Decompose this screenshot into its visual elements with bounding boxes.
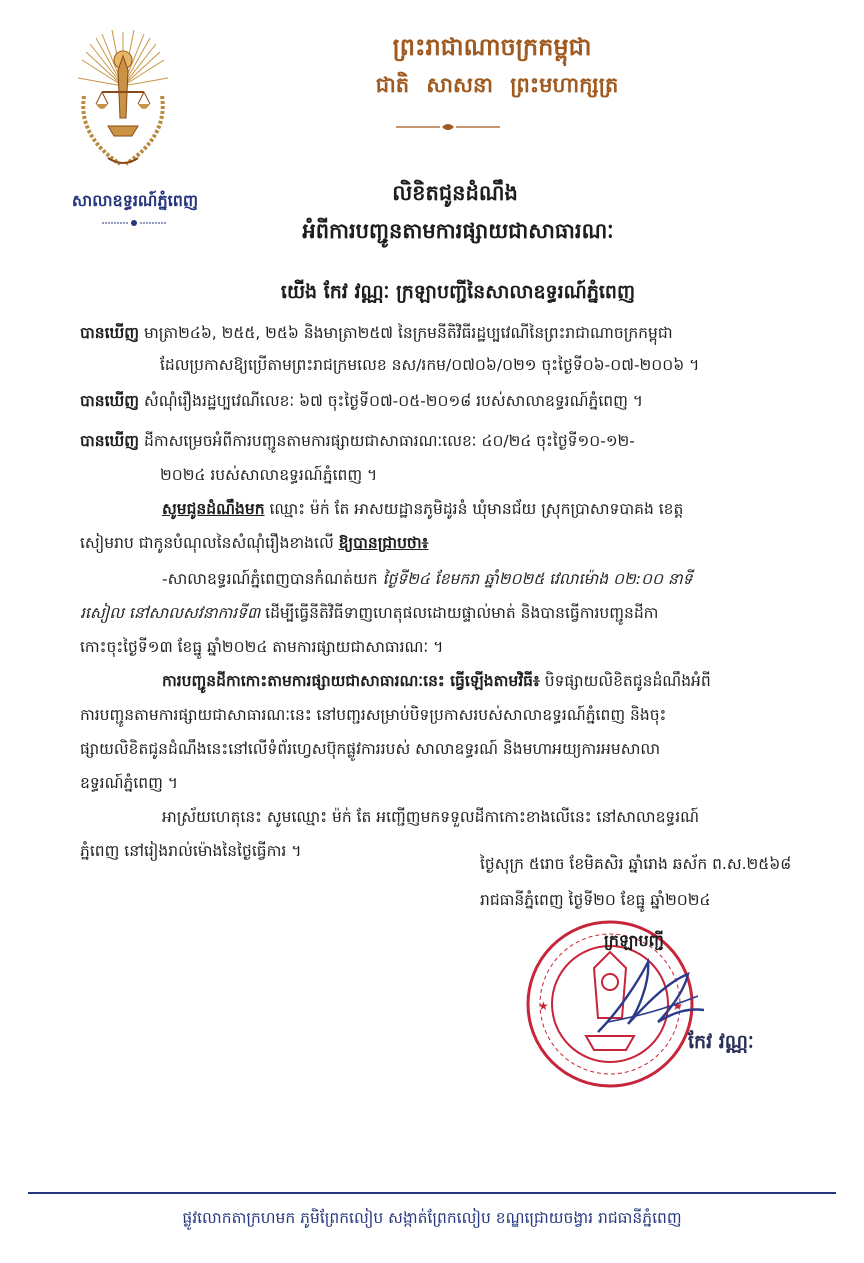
kingdom-heading: ព្រះរាជាណាចក្រកម្ពុជា — [392, 33, 592, 61]
method-heading: ការបញ្ជូនដីកាកោះតាមការផ្សាយជាសាធារណៈនេះ ធ្វើឡើងតាមវិធី៖ — [162, 672, 540, 690]
seen-paragraph-2 — [80, 388, 643, 415]
footer-address: ផ្លូវលោកតាក្រហមក ភូមិព្រែកលៀប សង្កាត់ព្រែកលៀប ខណ្ឌជ្រោយចង្វារ រាជធានីភ្នំពេញ — [182, 1209, 682, 1227]
hearing-room: រសៀល នៅសាលសវនាការទី៣ — [80, 604, 261, 622]
issue-date: រាជធានីភ្នំពេញ ថ្ងៃទី២០ ខែធ្នូ ឆ្នាំ២០២៤ — [480, 891, 711, 909]
notify-line-a: ឈ្មោះ ម៉ក់ តែ អាសយដ្ឋានភូមិដូរនំ ឃុំមានជ័យ ស្រុកប្រាសាទបាគង ខេត្ត — [269, 500, 684, 518]
notify-line-b-text: សៀមរាប ជាកូនបំណុលនៃសំណុំរឿងខាងលើ — [80, 534, 334, 552]
seen-label: បានឃើញ — [80, 392, 140, 410]
notify-paragraph — [162, 496, 683, 523]
clerk-name: កែវ វណ្ណៈ — [688, 1031, 754, 1053]
seen-1-line-a: មាត្រា២៤៦, ២៥៥, ២៥៦ និងមាត្រា២៥៧ នៃក្រមនីតិវិធីរដ្ឋប្បវេណីនៃព្រះរាជាណាចក្រកម្ពុជា — [143, 324, 673, 342]
notify-label: សូមជូនដំណឹងមក — [162, 500, 265, 518]
notify-line-b — [80, 530, 428, 557]
seen-3-line-b: ២០២៤ របស់សាលាឧទ្ធរណ៍ភ្នំពេញ ។ — [160, 466, 378, 484]
closing-line-b: ភ្នំពេញ នៅរៀងរាល់ម៉ោងនៃថ្ងៃធ្វើការ ។ — [80, 842, 302, 860]
hearing-datetime: ថ្ងៃទី២៤ ខែមករា ឆ្នាំ២០២៥ វេលាម៉ោង ០២:០០ នាទី — [382, 570, 693, 588]
seen-paragraph-1 — [80, 320, 673, 347]
hearing-purpose: ដើម្បីធ្វើនីតិវិធីទាញហេតុផលដោយផ្ទាល់មាត់ និងបានធ្វើការបញ្ជូនដីកា — [265, 604, 659, 622]
signature-icon — [588, 952, 708, 1042]
court-name: សាលាឧទ្ធរណ៍ភ្នំពេញ — [71, 191, 199, 210]
method-line-b: ការបញ្ជូនតាមការផ្សាយជាសាធារណៈនេះ នៅបញ្ជរសម្រាប់បិទប្រកាសរបស់សាលាឧទ្ធរណ៍ភ្នំពេញ និងចុះ — [80, 706, 667, 724]
svg-text:★: ★ — [538, 999, 549, 1013]
ornament-divider-icon — [396, 122, 500, 132]
method-line-d: ឧទ្ធរណ៍ភ្នំពេញ ។ — [80, 774, 179, 792]
ornament-divider-icon — [102, 218, 166, 228]
seen-3-line-a: ដីកាសម្រេចអំពីការបញ្ជូនតាមការផ្សាយជាសាធារណៈលេខៈ ៤០/២៤ ចុះថ្ងៃទី១០-១២- — [143, 432, 635, 450]
method-text-a: បិទផ្សាយលិខិតជូនដំណឹងអំពី — [544, 672, 711, 690]
hearing-line-c: កោះចុះថ្ងៃទី១៣ ខែធ្នូ ឆ្នាំ២០២៤ តាមការផ្សាយជាសាធារណៈ ។ — [80, 638, 444, 656]
closing-line-a: អាស្រ័យហេតុនេះ សូមឈ្មោះ ម៉ក់ តែ អញ្ជើញមកទទួលដីកាកោះខាងលើនេះ នៅសាលាឧទ្ធរណ៍ — [162, 808, 700, 826]
document-title: លិខិតជូនដំណឹង — [392, 181, 518, 205]
method-line-a — [162, 668, 711, 695]
svg-text:★: ★ — [672, 999, 683, 1013]
seen-label: បានឃើញ — [80, 324, 140, 342]
document-subtitle: អំពីការបញ្ជូនតាមការផ្សាយជាសាធារណៈ — [302, 219, 614, 243]
seen-1-line-b: ដែលប្រកាសឱ្យប្រើតាមព្រះរាជក្រមលេខ នស/រកម/០៧០៦/០២១ ចុះថ្ងៃទី០៦-០៧-២០០៦ ។ — [160, 356, 700, 374]
seen-2-text: សំណុំរឿងរដ្ឋប្បវេណីលេខៈ ៦៧ ចុះថ្ងៃទី០៧-០៥-២០១៨ របស់សាលាឧទ្ធរណ៍ភ្នំពេញ ។ — [143, 392, 644, 410]
clerk-title: ក្រឡាបញ្ជី — [604, 931, 664, 950]
hearing-line-a — [162, 566, 692, 593]
issuer-line: យើង កែវ វណ្ណៈ ក្រឡាបញ្ជីនៃសាលាឧទ្ធរណ៍ភ្នំពេញ — [280, 281, 636, 303]
footer-divider — [28, 1192, 836, 1194]
hearing-line-b — [80, 600, 658, 627]
national-motto: ជាតិ សាសនា ព្រះមហាក្សត្រ — [375, 73, 619, 97]
seen-label: បានឃើញ — [80, 432, 140, 450]
seen-paragraph-3 — [80, 428, 635, 455]
hearing-intro: -សាលាឧទ្ធរណ៍ភ្នំពេញបានកំណត់យក — [162, 570, 378, 588]
inform-label: ឱ្យបានជ្រាបថា៖ — [338, 534, 429, 552]
method-line-c: ផ្សាយលិខិតជូនដំណឹងនេះនៅលើទំព័រហ្វេសប៊ុកផ្លូវការរបស់ សាលាឧទ្ធរណ៍ និងមហាអយ្យការអមសាលា — [80, 740, 661, 758]
lunar-date: ថ្ងៃសុក្រ ៥រោច ខែមិគសិរ ឆ្នាំរោង ឆស័ក ព.ស.២៥៦៨ — [480, 855, 792, 873]
court-emblem-icon — [72, 26, 174, 176]
